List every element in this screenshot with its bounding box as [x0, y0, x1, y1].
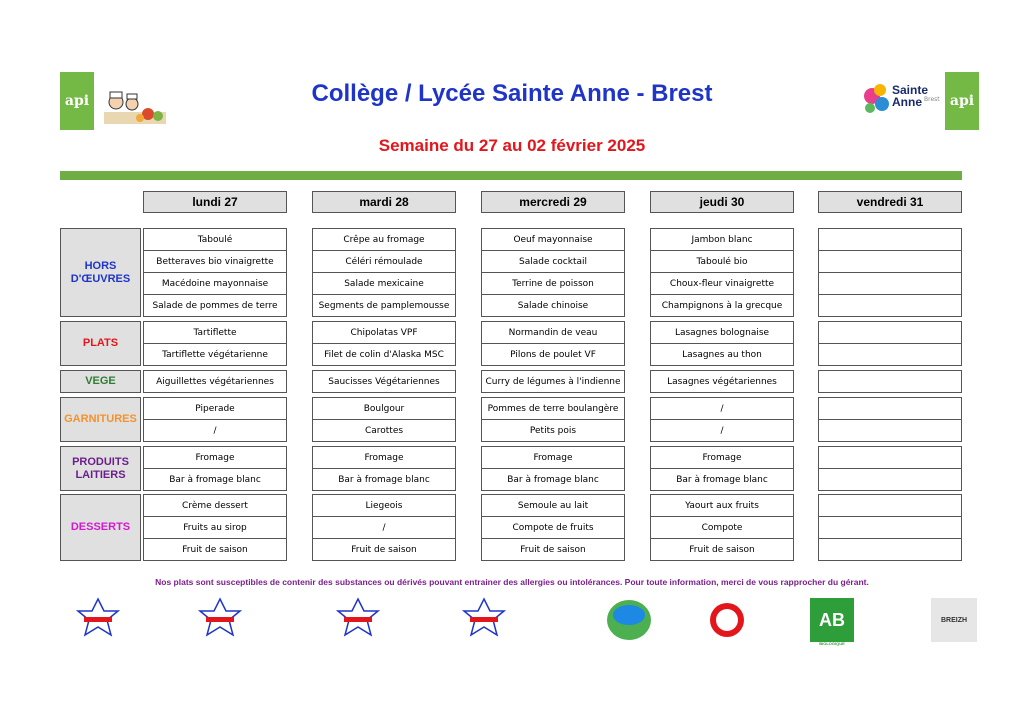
menu-cell: /	[650, 397, 794, 420]
week-subtitle: Semaine du 27 au 02 février 2025	[378, 136, 646, 155]
menu-cell: Tartiflette végétarienne	[143, 343, 287, 366]
menu-cell: Segments de pamplemousse	[312, 294, 456, 317]
day-header-4: jeudi 30	[650, 191, 794, 213]
menu-cell: Normandin de veau	[481, 321, 625, 344]
menu-cell: Salade de pommes de terre	[143, 294, 287, 317]
header-divider	[60, 171, 962, 180]
page-title: Collège / Lycée Sainte Anne - Brest	[311, 80, 713, 107]
day-header-1: lundi 27	[143, 191, 287, 213]
menu-cell: Lasagnes végétariennes	[650, 370, 794, 393]
menu-cell	[818, 321, 962, 344]
menu-cell	[818, 516, 962, 539]
menu-cell: Fromage	[312, 446, 456, 469]
menu-cell: /	[650, 419, 794, 442]
menu-cell: Semoule au lait	[481, 494, 625, 517]
menu-cell: Piperade	[143, 397, 287, 420]
menu-cell: Fromage	[650, 446, 794, 469]
category-label: PRODUITS LAITIERS	[60, 446, 141, 491]
category-label: HORS D'ŒUVRES	[60, 228, 141, 317]
allergy-note: Nos plats sont susceptibles de contenir des substances ou dérivés pouvant entrainer des allergies ou intolérances. Pour toute information, merci de vous rapprocher du gérant.	[155, 577, 869, 587]
menu-cell: Choux-fleur vinaigrette	[650, 272, 794, 295]
sainte-anne-line2: Anne	[892, 95, 922, 109]
menu-cell: Bar à fromage blanc	[143, 468, 287, 491]
sainte-anne-logo	[858, 80, 938, 126]
menu-cell: Carottes	[312, 419, 456, 442]
menu-cell: Jambon blanc	[650, 228, 794, 251]
agriculture-biologique-logo	[808, 596, 856, 644]
le-porc-francais-logo	[334, 596, 382, 644]
menu-cell: Bar à fromage blanc	[650, 468, 794, 491]
menu-cell: Liegeois	[312, 494, 456, 517]
menu-cell: Bar à fromage blanc	[481, 468, 625, 491]
menu-cell: Petits pois	[481, 419, 625, 442]
menu-cell: Aiguillettes végétariennes	[143, 370, 287, 393]
menu-cell	[818, 370, 962, 393]
menu-cell: Fromage	[481, 446, 625, 469]
menu-cell: Fruits au sirop	[143, 516, 287, 539]
breizh-logo	[930, 596, 978, 644]
viande-de-veau-francaise-logo	[196, 596, 244, 644]
menu-cell: Yaourt aux fruits	[650, 494, 794, 517]
menu-cell: Tartiflette	[143, 321, 287, 344]
menu-cell: Crêpe au fromage	[312, 228, 456, 251]
category-label: GARNITURES	[60, 397, 141, 442]
menu-cell	[818, 397, 962, 420]
menu-cell	[818, 272, 962, 295]
sainte-anne-line1: Sainte	[892, 83, 929, 97]
menu-cell: Fruit de saison	[143, 538, 287, 561]
viande-bovine-francaise-logo	[74, 596, 122, 644]
menu-cell: Crème dessert	[143, 494, 287, 517]
menu-cell: /	[312, 516, 456, 539]
menu-cell: Boulgour	[312, 397, 456, 420]
category-label: VEGE	[60, 370, 141, 393]
ab-logo-subtext: AGRICULTURE BIOLOGIQUE	[817, 636, 847, 646]
menu-cell: Salade mexicaine	[312, 272, 456, 295]
menu-cell: Pilons de poulet VF	[481, 343, 625, 366]
label-rouge-logo	[703, 596, 751, 644]
menu-cell: Fruit de saison	[312, 538, 456, 561]
menu-cell: Salade cocktail	[481, 250, 625, 273]
menu-cell: /	[143, 419, 287, 442]
menu-cell: Céléri rémoulade	[312, 250, 456, 273]
volaille-francaise-logo	[460, 596, 508, 644]
menu-cell: Filet de colin d'Alaska MSC	[312, 343, 456, 366]
breizh-logo-text: BREIZH	[940, 616, 968, 624]
api-logo-text: api	[949, 93, 975, 109]
menu-cell: Pommes de terre boulangère	[481, 397, 625, 420]
menu-cell: Oeuf mayonnaise	[481, 228, 625, 251]
day-header-5: vendredi 31	[818, 191, 962, 213]
category-label: DESSERTS	[60, 494, 141, 561]
menu-cell	[818, 446, 962, 469]
menu-cell	[818, 419, 962, 442]
menu-cell: Bar à fromage blanc	[312, 468, 456, 491]
day-header-2: mardi 28	[312, 191, 456, 213]
menu-cell: Fromage	[143, 446, 287, 469]
menu-cell	[818, 538, 962, 561]
menu-cell: Fruit de saison	[650, 538, 794, 561]
menu-cell: Fruit de saison	[481, 538, 625, 561]
menu-cell	[818, 228, 962, 251]
menu-cell: Salade chinoise	[481, 294, 625, 317]
menu-cell: Chipolatas VPF	[312, 321, 456, 344]
menu-cell: Macédoine mayonnaise	[143, 272, 287, 295]
menu-cell: Curry de légumes à l'indienne	[481, 370, 625, 393]
menu-cell: Compote de fruits	[481, 516, 625, 539]
menu-cell: Champignons à la grecque	[650, 294, 794, 317]
category-label: PLATS	[60, 321, 141, 366]
menu-cell: Taboulé bio	[650, 250, 794, 273]
menu-cell: Saucisses Végétariennes	[312, 370, 456, 393]
menu-cell: Terrine de poisson	[481, 272, 625, 295]
menu-cell: Compote	[650, 516, 794, 539]
menu-cell: Betteraves bio vinaigrette	[143, 250, 287, 273]
menu-cell: Lasagnes bolognaise	[650, 321, 794, 344]
day-header-3: mercredi 29	[481, 191, 625, 213]
menu-cell	[818, 250, 962, 273]
sainte-anne-small: Brest	[924, 96, 940, 103]
bleu-blanc-coeur-logo	[605, 596, 653, 644]
menu-cell	[818, 468, 962, 491]
ab-logo-text: AB	[819, 609, 845, 630]
menu-cell: Taboulé	[143, 228, 287, 251]
api-logo-text: api	[64, 93, 90, 109]
menu-cell	[818, 343, 962, 366]
api-logo-right	[945, 72, 979, 130]
menu-cell	[818, 294, 962, 317]
menu-cell: Lasagnes au thon	[650, 343, 794, 366]
menu-cell	[818, 494, 962, 517]
